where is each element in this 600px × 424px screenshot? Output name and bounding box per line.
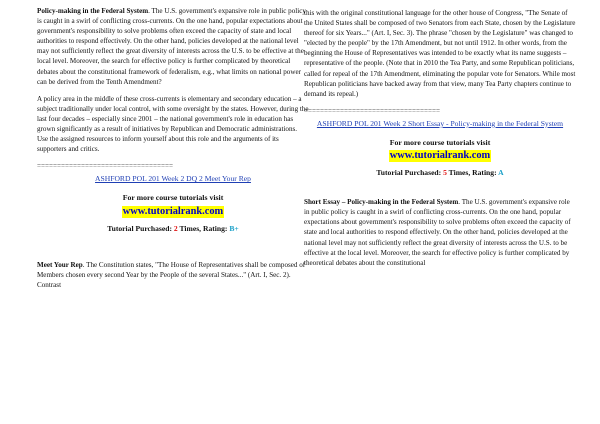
tutorial-stats [304, 168, 576, 178]
short-essay-heading: Short Essay – Policy-making in the Federal System [304, 198, 459, 207]
tutorialrank-site-link[interactable]: www.tutorialrank.com [389, 150, 491, 162]
visit-text: For more course tutorials visit [122, 193, 224, 203]
short-essay-link[interactable]: ASHFORD POL 201 Week 2 Short Essay - Policy-making in the Federal System [316, 118, 564, 128]
rating-value: B+ [229, 223, 239, 233]
short-essay-text: . The U.S. government's expansive role in public policy is caught in a swirl of conflicting cross-currents. On the one hand, popular expectations about government's responsibility to solve problems often exceed the capacity of state and local authorities to respond effectively. On the other hand, policies developed at the national level may not sufficiently reflect the great diversity of interests across the U.S. to be effective at the local level. Moreover, the search for effective policy is further complicated by theoretical debates about the constitutional [304, 198, 571, 267]
policy-making-heading: Policy-making in the Federal System [37, 7, 149, 15]
senate-paragraph: this with the original constitutional language for the other house of Congress, "The Senate of the United States shall be composed of two Senators from each State, chosen by the Legislature thereof for six Years..." (Art. I, Sec. 3). The phrase "chosen by the Legislature" was changed to "elected by the people" by the 17th Amendment, but not until 1912. In other words, from the beginning the House of Representatives was intended to be exactly what its name suggests – representative of the people. (Note that in 2010 the Tea Party, and some Republican politicians, called for repeal of the 17th Amendment, eliminating the popular vote for Senators. While most Republican politicians have backed away from that view, many Tea Party chapters continue to demand its repeal.) [304, 9, 576, 98]
dq2-meet-your-rep-link[interactable]: ASHFORD POL 201 Week 2 DQ 2 Meet Your Rep [95, 174, 251, 184]
tutorialrank-site-link[interactable]: www.tutorialrank.com [122, 205, 224, 217]
section-divider: ================================== [304, 106, 441, 115]
stats-prefix: Tutorial Purchased: [107, 223, 174, 233]
meet-your-rep-paragraph [37, 260, 309, 290]
stats-prefix: Tutorial Purchased: [376, 168, 444, 178]
policy-making-paragraph [37, 6, 309, 87]
left-column [37, 6, 309, 297]
rating-value: A [498, 168, 504, 178]
short-essay-paragraph [304, 197, 576, 268]
meet-your-rep-heading: Meet Your Rep [37, 260, 83, 269]
purchase-count: 2 [173, 223, 178, 233]
visit-text: For more course tutorials visit [389, 137, 491, 147]
policy-making-text: . The U.S. government's expansive role in public policy is caught in a swirl of conflicting cross-currents. On the one hand, popular expectations about government's responsibility to solve problems often exceed the capacity of state and local authorities to respond effectively. On the other hand, policies developed at the national level may not sufficiently reflect the great diversity of interests across the U.S. to be effective at the local level. Moreover, the search for effective policy is further complicated by theoretical debates about the constitutional framework of federalism, e.g., what limits on national power can be derived from the Tenth Amendment? [37, 7, 306, 86]
right-column [304, 8, 576, 275]
stats-mid: Times, Rating: [446, 168, 499, 178]
stats-mid: Times, Rating: [177, 223, 230, 233]
purchase-count: 5 [443, 168, 447, 178]
tutorial-stats [37, 224, 309, 234]
section-divider: ================================== [37, 162, 174, 171]
meet-your-rep-text: . The Constitution states, "The House of Representatives shall be composed of Members chosen every second Year by the People of the several States..." (Art. I, Sec. 2). Contrast [37, 260, 306, 289]
education-paragraph: A policy area in the middle of these cross-currents is elementary and secondary education – a subject traditionally under local control, with some oversight by the states. However, during the last four decades – especially since 2001 – the national government's role in education has grown significantly as a result of initiatives by Republican and Democratic administrations. Use the assigned resources to inform yourself about this role and the arguments of its supporters and critics. [37, 94, 309, 154]
